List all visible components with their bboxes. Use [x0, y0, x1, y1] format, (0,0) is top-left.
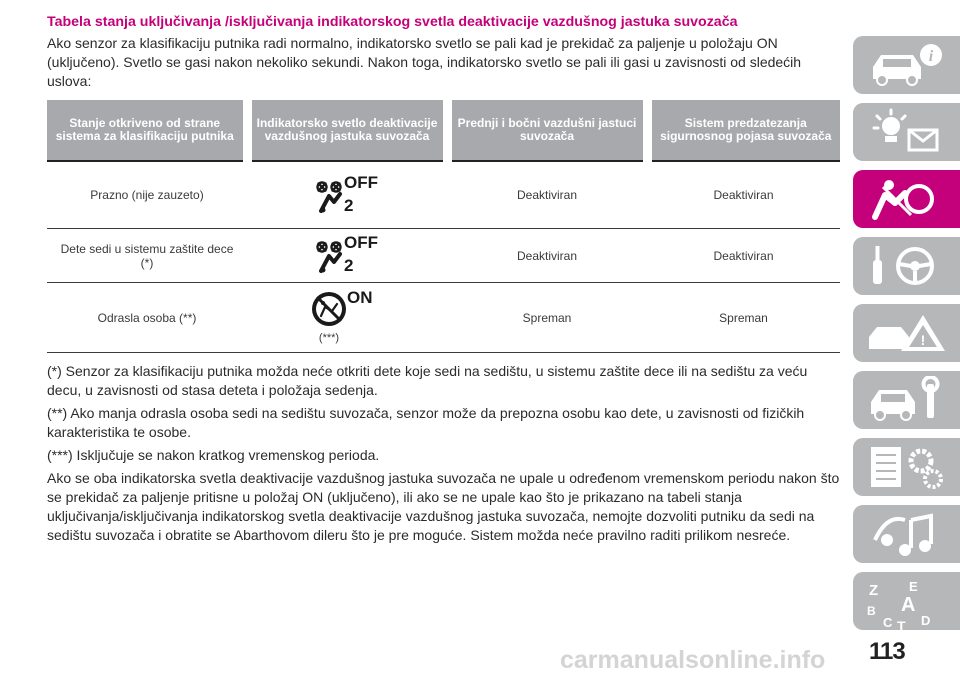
car-info-icon	[865, 41, 949, 89]
warning-lights-icon	[865, 108, 949, 156]
row-indicator	[247, 229, 447, 283]
row-airbags: Deaktiviran	[516, 248, 578, 263]
tab-maintenance[interactable]	[853, 371, 960, 429]
tab-car-info[interactable]	[853, 36, 960, 94]
header-detected-state: Stanje otkriveno od strane sistema za klasifikaciju putnika	[47, 100, 247, 161]
key-steering-wheel-icon	[865, 242, 949, 290]
table-row	[47, 229, 840, 283]
breakdown-triangle-icon	[865, 309, 949, 357]
row-state: Dete sedi u sistemu zaštite dece (*)	[60, 241, 234, 270]
svg-text:!: !	[920, 332, 926, 348]
table-row	[47, 283, 840, 353]
row-pretensioner: Spreman	[719, 310, 768, 325]
airbag-off-icon	[307, 232, 387, 276]
chapter-sidebar	[853, 36, 960, 639]
tab-multimedia[interactable]	[853, 505, 960, 563]
footnotes	[47, 362, 842, 545]
tab-warning-lights[interactable]	[853, 103, 960, 161]
indicator-note: (***)	[318, 332, 340, 344]
airbag-on-icon	[307, 287, 387, 345]
section-title: Tabela stanja uključivanja /isključivanja indikatorskog svetla deaktivacije vazdušnog jastuka suvozača	[47, 14, 738, 30]
airbag-on-indicator	[307, 287, 387, 345]
indicator-label: ON	[347, 288, 373, 307]
tab-index[interactable]	[853, 572, 960, 634]
row-pretensioner: Deaktiviran	[713, 248, 774, 263]
tab-key-steering[interactable]	[853, 237, 960, 295]
svg-text:E: E	[909, 579, 918, 594]
svg-text:D: D	[921, 613, 931, 628]
airbag-off-icon	[307, 172, 387, 216]
tab-specifications[interactable]	[853, 438, 960, 496]
page-content	[47, 14, 842, 549]
row-indicator	[247, 161, 447, 229]
header-airbags: Prednji i bočni vazdušni jastuci suvozača	[447, 100, 647, 161]
svg-text:C: C	[883, 615, 893, 630]
row-state: Prazno (nije zauzeto)	[90, 188, 204, 202]
intro-paragraph: Ako senzor za klasifikaciju putnika radi normalno, indikatorsko svetlo se pali kad je prekidač za paljenje u položaju ON (uključeno). Svetlo se gasi nakon nekoliko sekundi. Nakon toga, indikatorsko svetlo se pali ili gasi u zavisnosti od sledećih uslova:	[47, 35, 802, 89]
row-airbags: Spreman	[522, 310, 572, 325]
multimedia-icon	[865, 510, 949, 558]
indicator-number: 2	[344, 256, 354, 275]
svg-text:T: T	[897, 618, 906, 634]
specifications-gears-icon	[865, 443, 949, 491]
alphabetical-index-icon	[865, 577, 949, 635]
row-airbags: Deaktiviran	[516, 188, 578, 202]
warning-paragraph: Ako se oba indikatorska svetla deaktivacije vazdušnog jastuka suvozača ne upale u određenom vremenskom periodu nakon što se prekidač za paljenje pritisne u položaj ON (uključeno), ili ako se ne upale kao što je prikazano na tabeli stanja uključivanja/isključivanja indikatorskog svetla deaktivacije vazdušnog jastuka suvozača, nemojte dozvoliti putniku da sedi na sedištu suvozača i obratite se Abarthovom dileru što je pre moguće. Sistem možda neće pravilno raditi prilikom nesreće.	[47, 470, 840, 543]
table-header-row	[47, 100, 840, 161]
row-indicator	[247, 283, 447, 353]
footnote-adult: (**) Ako manja odrasla osoba sedi na sedištu suvozača, senzor može da prepozna osobu kao dete, u zavisnosti od fizičkih karakteristika te osobe.	[47, 405, 805, 440]
svg-text:Z: Z	[869, 582, 879, 599]
row-pretensioner: Deaktiviran	[713, 188, 774, 202]
airbag-off-indicator	[307, 172, 387, 216]
footnote-off-period: (***) Isključuje se nakon kratkog vremenskog perioda.	[47, 447, 380, 463]
indicator-label: OFF	[344, 233, 378, 252]
svg-text:A: A	[901, 594, 916, 616]
table-row	[47, 161, 840, 229]
row-state: Odrasla osoba (**)	[97, 310, 197, 325]
airbag-seatbelt-icon	[865, 175, 949, 223]
tab-airbag-seatbelt[interactable]	[853, 170, 960, 228]
page-number: 113	[869, 638, 905, 665]
header-indicator-light: Indikatorsko svetlo deaktivacije vazdušnog jastuka suvozača	[247, 100, 447, 161]
watermark: carmanualsonline.info	[560, 646, 826, 674]
tab-breakdown[interactable]	[853, 304, 960, 362]
airbag-off-indicator	[307, 232, 387, 276]
header-pretensioner: Sistem predzatezanja sigurnosnog pojasa suvozača	[647, 100, 840, 161]
svg-text:i: i	[928, 48, 934, 65]
indicator-label: OFF	[344, 172, 378, 192]
indicator-number: 2	[344, 195, 354, 215]
indicator-status-table	[47, 100, 840, 353]
car-maintenance-icon	[865, 376, 949, 424]
svg-text:B: B	[867, 604, 876, 618]
footnote-child: (*) Senzor za klasifikaciju putnika možda neće otkriti dete koje sedi na sedištu, u sistemu zaštite dece ili na sedištu za veću decu, u zavisnosti od stasa deteta i položaja sedenja.	[47, 363, 808, 398]
